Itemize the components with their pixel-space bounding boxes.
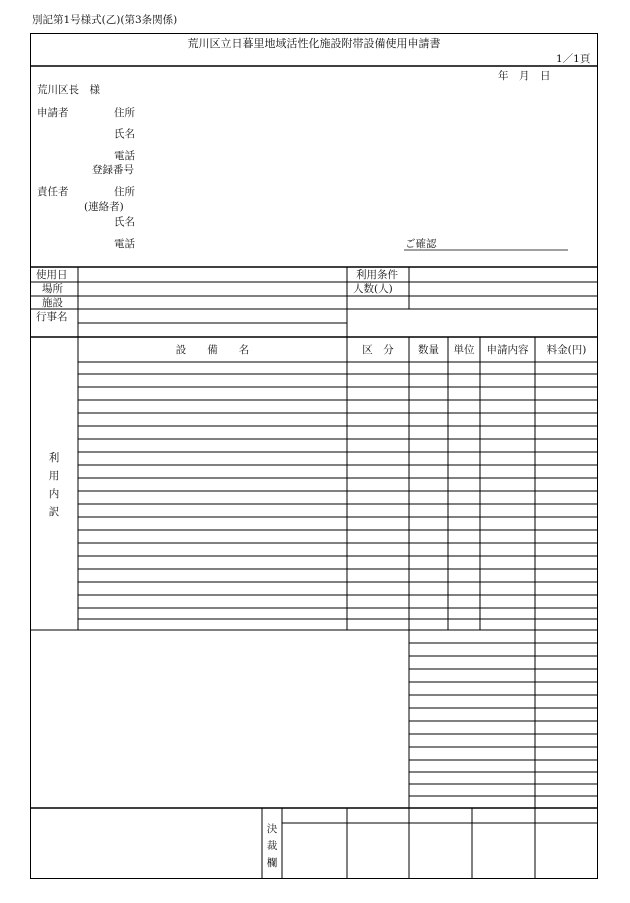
side-label-char-2: 用 — [48, 470, 60, 482]
people-count-label: 人数(人) — [353, 283, 393, 295]
header-unit: 単位 — [453, 344, 475, 356]
confirmation-label: ご確認 — [405, 238, 437, 250]
approval-label-char-1: 決 — [266, 823, 278, 835]
header-equipment-name: 設 備 名 — [175, 344, 250, 356]
approval-label-char-3: 欄 — [266, 857, 278, 869]
header-quantity: 数量 — [418, 344, 439, 356]
date-label: 年 月 日 — [498, 70, 551, 82]
form-title: 荒川区立日暮里地域活性化施設附帯設備使用申請書 — [187, 37, 441, 50]
header-fee: 料金(円) — [546, 344, 587, 356]
responsible-phone-label: 電話 — [114, 238, 135, 250]
header-category: 区 分 — [362, 344, 394, 356]
applicant-phone-label: 電話 — [114, 150, 135, 162]
form-reference: 別記第1号様式(乙)(第3条関係) — [32, 14, 178, 26]
responsible-label: 責任者 — [37, 186, 69, 198]
conditions-label: 利用条件 — [356, 269, 398, 281]
registration-number-label: 登録番号 — [92, 164, 134, 176]
applicant-label: 申請者 — [37, 107, 69, 119]
addressee: 荒川区長 様 — [37, 84, 100, 96]
event-name-label: 行事名 — [36, 311, 68, 323]
responsible-name-label: 氏名 — [114, 216, 135, 228]
applicant-name-label: 氏名 — [114, 128, 135, 140]
facility-label: 施設 — [42, 297, 63, 309]
side-label-char-4: 訳 — [48, 506, 60, 518]
side-label-char-3: 内 — [48, 488, 60, 500]
approval-label-char-2: 裁 — [266, 840, 278, 852]
side-label-char-1: 利 — [48, 452, 60, 464]
usage-date-label: 使用日 — [36, 269, 68, 281]
header-request: 申請内容 — [486, 344, 529, 356]
place-label: 場所 — [42, 283, 63, 295]
page-number: 1／1頁 — [556, 53, 591, 65]
applicant-address-label: 住所 — [114, 107, 135, 119]
responsible-address-label: 住所 — [114, 186, 135, 198]
contact-person-label: (連絡者) — [84, 201, 124, 213]
